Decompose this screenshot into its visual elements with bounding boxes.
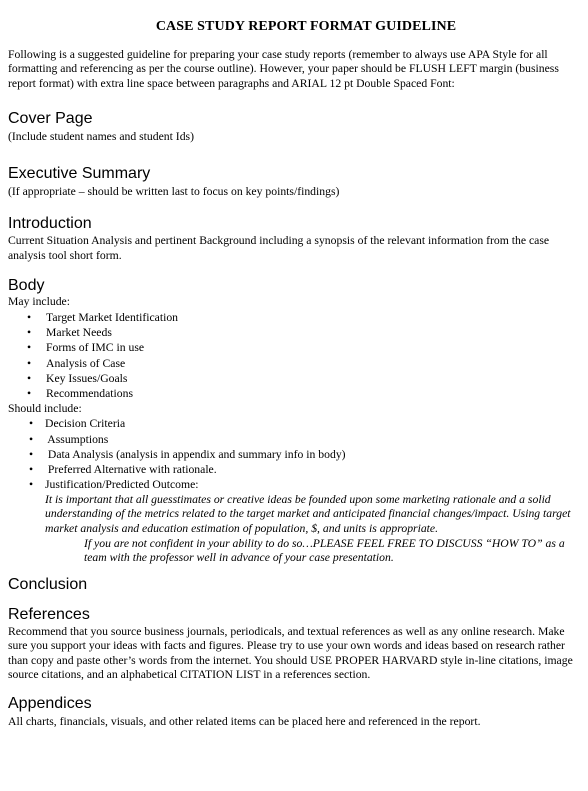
list-item: • Justification/Predicted Outcome: [29, 478, 199, 492]
may-include-list [8, 310, 580, 402]
bullet-icon: • [27, 372, 32, 386]
list-item: • Key Issues/Goals [27, 372, 128, 386]
conclusion-heading: Conclusion [8, 575, 88, 593]
document-page [8, 0, 580, 730]
bullet-icon: • [29, 432, 34, 446]
discuss-text: If you are not confident in your ability to do so…PLEASE FEEL FREE TO DISCUSS “HOW TO” as a team with the professor well in advance of your case presentation. [84, 536, 565, 565]
bullet-icon: • [29, 417, 34, 431]
bullet-icon: • [27, 310, 32, 324]
list-item: • Assumptions [29, 432, 109, 446]
bullet-icon: • [27, 356, 32, 370]
should-include-label: Should include: [8, 401, 82, 415]
list-item: • Decision Criteria [29, 417, 126, 431]
bullet-icon: • [29, 478, 34, 492]
document-title: CASE STUDY REPORT FORMAT GUIDELINE [155, 19, 457, 34]
cover-page-heading: Cover Page [8, 109, 93, 127]
list-item: • Forms of IMC in use [27, 341, 145, 355]
bullet-icon: • [29, 447, 34, 461]
list-item: • Preferred Alternative with rationale. [29, 463, 217, 477]
may-include-label: May include: [8, 295, 70, 309]
cover-page-text: (Include student names and student Ids) [8, 129, 194, 143]
executive-summary-heading: Executive Summary [8, 165, 151, 183]
bullet-icon: • [27, 387, 32, 401]
references-text: Recommend that you source business journals, periodicals, and textual references as well as any online research. Make sure you support your ideas with facts and figures. Please try to use your own words and ideas based on research rather than copy and paste other’s words from the internet. You should USE PROPER HARVARD style in-line citations, image source citations, and an alphabetical CITATION LIST in a references section. [8, 624, 573, 682]
list-item: • Data Analysis (analysis in appendix and summary info in body) [29, 447, 346, 461]
body-heading: Body [8, 277, 45, 295]
executive-summary-text: (If appropriate – should be written last to focus on key points/findings) [8, 185, 340, 199]
appendices-text: All charts, financials, visuals, and other related items can be placed here and referenced in the report. [8, 715, 481, 729]
bullet-icon: • [27, 326, 32, 340]
list-item: • Market Needs [27, 326, 112, 340]
should-include-list [8, 416, 580, 492]
introduction-text: Current Situation Analysis and pertinent Background including a synopsis of the relevant information from the case analysis tool short form. [8, 234, 550, 262]
justification-text: It is important that all guesstimates or creative ideas be founded upon some marketing rationale and a solid understanding of the metrics related to the target market and anticipated financial changes/impact. Using target market analysis and education estimation of population, $, and units is appropriate. [45, 492, 571, 535]
list-item: • Recommendations [27, 387, 133, 401]
introduction-heading: Introduction [8, 215, 92, 233]
list-item: • Analysis of Case [27, 356, 126, 370]
appendices-heading: Appendices [8, 695, 92, 713]
list-item: • Target Market Identification [27, 310, 179, 324]
references-heading: References [8, 605, 90, 623]
intro-paragraph: Following is a suggested guideline for preparing your case study reports (remember to always use APA Style for all formatting and referencing as per the course outline). However, your paper should be FLUSH LEFT margin (business report format) with extra line space between paragraphs and ARIAL 12 pt Double Spaced Font: [8, 48, 559, 90]
bullet-icon: • [27, 341, 32, 355]
bullet-icon: • [29, 463, 34, 477]
